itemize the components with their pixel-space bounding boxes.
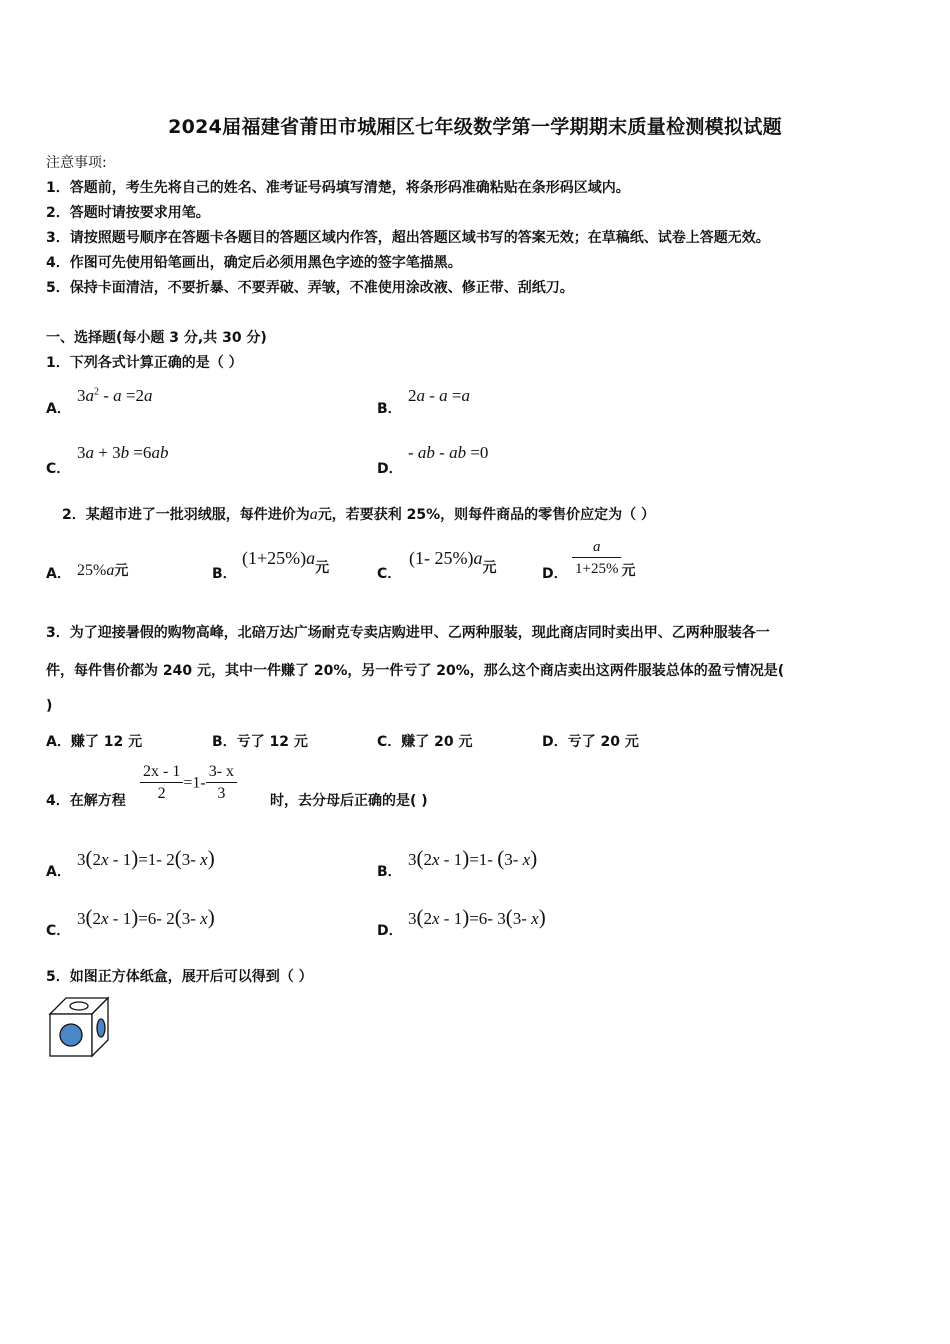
q4-option-b-label: B． [377,864,402,880]
q4-option-d-expr: 3(2x - 1)=6- 3(3- x) [408,905,546,929]
q4-option-b-expr: 3(2x - 1)=1- (3- x) [408,846,538,870]
unit-yuan: 元 [114,563,129,579]
q2-option-d-label: D． [542,566,568,582]
q4-frac-right: $\frac{3- x}{3}$ [206,762,237,805]
top-hollow-circle [70,1002,88,1010]
notice-item: 1．答题前，考生先将自己的姓名、准考证号码填写清楚，将条形码准确粘贴在条形码区域内。 [46,180,630,196]
front-filled-circle [60,1024,82,1046]
unit-yuan: 元 [482,560,497,576]
q3-option-c: C．赚了 20 元 [377,734,473,750]
q2-option-b-label: B． [212,566,237,582]
q5-stem: 5．如图正方体纸盒，展开后可以得到（ ） [46,969,313,985]
q2-var: a [309,506,318,523]
q3-option-a: A．赚了 12 元 [46,734,143,750]
q1-option-a-expr: $3a^2 - a =2a$ [77,386,153,405]
q4-stem-post: 时，去分母后正确的是( ) [270,793,428,809]
q2-stem-post: 元，若要获利 25%，则每件商品的零售价应定为（ ） [317,507,656,523]
q4-option-a-expr: 3(2x - 1)=1- 2(3- x) [77,846,215,870]
notice-item: 4．作图可先使用铅笔画出，确定后必须用黑色字迹的签字笔描黑。 [46,255,462,271]
notice-item: 3．请按照题号顺序在答题卡各题目的答题区域内作答，超出答题区域书写的答案无效；在草稿纸、试卷上答题无效。 [46,230,770,246]
cube-diagram-icon [46,996,112,1060]
q4-stem-pre: 4．在解方程 [46,793,126,809]
q4-option-d-label: D． [377,923,403,939]
q1-option-d-label: D． [377,461,403,477]
unit-yuan: 元 [621,563,636,580]
q1-option-b-expr: 2a - a =a [408,386,471,405]
q2-option-c-expr: (1- $25\%)a_元$ [409,548,497,576]
page-title: 2024届福建省莆田市城厢区七年级数学第一学期期末质量检测模拟试题 [168,116,782,138]
q3-line-1: 3．为了迎接暑假的购物高峰，北碚万达广场耐克专卖店购进甲、乙两种服装，现此商店同时卖出甲、乙两种服装各一 [46,625,770,641]
q3-option-d: D．亏了 20 元 [542,734,639,750]
q2-option-a-label: A． [46,566,71,582]
q1-option-a-label: A． [46,401,71,417]
q2-stem [62,504,655,524]
q2-option-a-expr: 25%a元 [77,562,129,579]
q1-option-d-expr: - ab - ab =0 [408,443,489,462]
q2-option-d-expr: $\frac{a}{1+25\%}$ $_元$ [572,537,635,580]
notice-item: 5．保持卡面清洁，不要折暴、不要弄破、弄皱，不准使用涂改液、修正带、刮纸刀。 [46,280,574,296]
q1-option-c-expr: 3a + 3b =6ab [77,443,169,462]
notice-item: 2．答题时请按要求用笔。 [46,205,210,221]
notice-heading: 注意事项: [46,155,107,171]
right-filled-ellipse [97,1019,105,1037]
q3-option-b: B．亏了 12 元 [212,734,308,750]
section-heading: 一、选择题(每小题 3 分,共 30 分) [46,330,267,346]
unit-yuan: 元 [315,560,330,576]
q1-option-b-label: B． [377,401,402,417]
q1-option-c-label: C． [46,461,71,477]
q3-line-3: ) [46,698,53,714]
q1-stem: 1．下列各式计算正确的是（ ） [46,355,243,371]
q2-stem-pre: 2．某超市进了一批羽绒服，每件进价为 [62,507,310,523]
q2-option-b-expr: $(1+25\%)a_元$ [242,548,330,576]
q4-frac-left: $\frac{2x - 1}{2}$ [140,762,183,805]
q4-option-a-label: A． [46,864,71,880]
q4-equation: $\frac{2x - 1}{2}$ =1- $\frac{3- x}{3}$ [140,762,237,805]
q4-option-c-label: C． [46,923,71,939]
q2-option-c-label: C． [377,566,402,582]
q3-line-2: 件，每件售价都为 240 元，其中一件赚了 20%，另一件亏了 20%，那么这个商店卖出这两件服装总体的盈亏情况是( [46,663,785,679]
q4-option-c-expr: 3(2x - 1)=6- 2(3- x) [77,905,215,929]
